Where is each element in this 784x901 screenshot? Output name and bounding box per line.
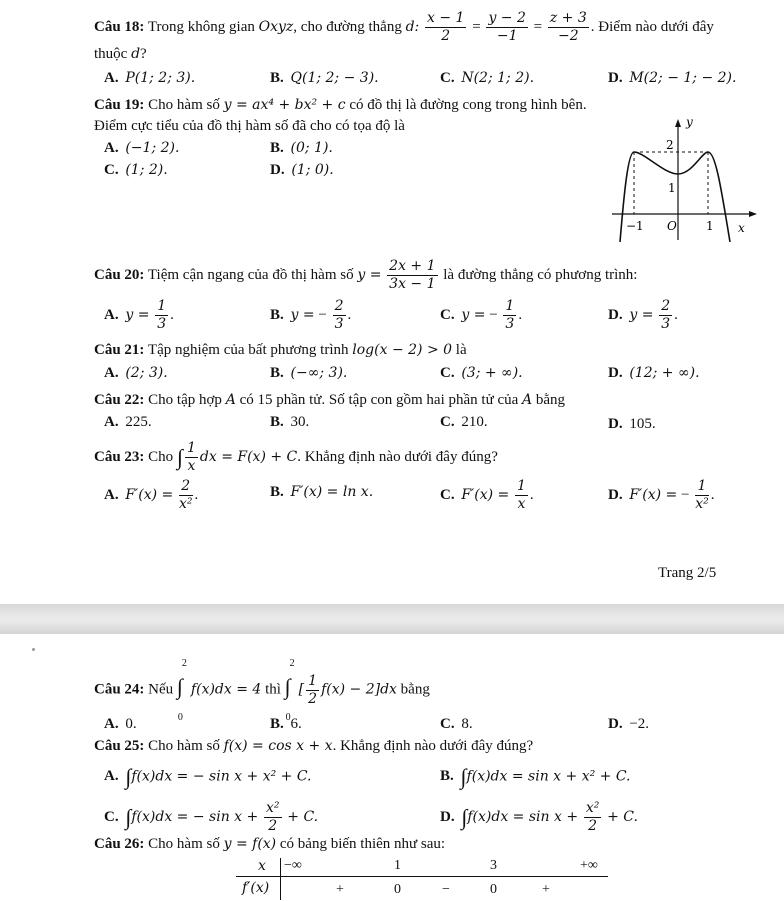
option-d[interactable]: D. y = $\frac{2}{3}$ .: [608, 298, 678, 332]
fraction: $\frac{z + 3}{-2}$: [549, 10, 587, 44]
option-c[interactable]: C. y = − $\frac{1}{3}$ .: [440, 298, 523, 332]
x-value: 1: [394, 858, 401, 873]
option-b[interactable]: B. y = − $\frac{2}{3}$ .: [270, 298, 352, 332]
y-axis-arrow: [675, 119, 681, 127]
tick-label-1: 1: [668, 181, 676, 195]
option-b[interactable]: B. ∫f(x)dx = sin x + x² + C.: [440, 764, 631, 789]
option-a[interactable]: A. 0.: [104, 716, 137, 732]
option-c[interactable]: C. 210.: [440, 414, 488, 430]
fraction: $\frac{y - 2}{-1}$: [488, 10, 526, 44]
option-d[interactable]: D. F′(x) = − $\frac{1}{\text{x²}}$ .: [608, 478, 715, 512]
option-a[interactable]: A. (2; 3).: [104, 365, 168, 381]
tick-label-2: 2: [666, 138, 674, 152]
option-a[interactable]: A. y = $\frac{1}{3}$ .: [104, 298, 174, 332]
origin-label: O: [667, 219, 677, 233]
option-c[interactable]: C. 8.: [440, 716, 473, 732]
x-value: +∞: [580, 858, 598, 873]
quartic-graph: [612, 114, 762, 242]
sign: +: [336, 882, 344, 897]
option-c[interactable]: C. ∫f(x)dx = − sin x + $\frac{\text{x²}}{2}$ + C.: [104, 800, 319, 834]
question-22: Câu 22: Cho tập hợp A có 15 phần tử. Số tập con gồm hai phần tử của A bằng: [94, 392, 566, 408]
y-axis-label: y: [686, 115, 693, 129]
question-23: Câu 23: Cho ∫ $\frac{1}{x}$ dx = F(x) + C. Khẳng định nào dưới đây đúng?: [94, 440, 498, 474]
question-18: Câu 18: Trong không gian Oxyz, cho đường thẳng d: $\frac{x - 1}{2}$ = $\frac{y - 2}{-1}$ = $\frac{z + 3}{-2}$ . Điểm nào dưới đây: [94, 10, 714, 44]
question-21: Câu 21: Tập nghiệm của bất phương trình log(x − 2) > 0 là: [94, 342, 467, 358]
option-d[interactable]: D. ∫f(x)dx = sin x + $\frac{\text{x²}}{2}$ + C.: [440, 800, 638, 834]
sign: 0: [490, 882, 497, 897]
option-d[interactable]: D. (1; 0).: [270, 162, 334, 178]
option-b[interactable]: B. 30.: [270, 414, 310, 430]
option-b[interactable]: B. 6.: [270, 716, 302, 732]
option-a[interactable]: A. P(1; 2; 3).: [104, 70, 196, 86]
option-d[interactable]: D. (12; + ∞).: [608, 365, 700, 381]
x-axis-arrow: [749, 211, 757, 217]
x-value: −∞: [284, 858, 302, 873]
question-19: Câu 19: Cho hàm số y = ax⁴ + bx² + c có đồ thị là đường cong trong hình bên.: [94, 97, 587, 113]
speck: [32, 648, 35, 651]
fprime-label: f′(x): [242, 880, 270, 896]
variation-table: [236, 858, 616, 900]
option-d[interactable]: D. 105.: [608, 416, 656, 432]
option-a[interactable]: A. (−1; 2).: [104, 140, 180, 156]
option-d[interactable]: D. −2.: [608, 716, 650, 732]
question-20: Câu 20: Tiệm cận ngang của đồ thị hàm số y = $\frac{2x + 1}{3x - 1}$ là đường thẳng có phương trình:: [94, 258, 638, 292]
option-c[interactable]: C. F′(x) = $\frac{1}{x}$ .: [440, 478, 534, 512]
option-b[interactable]: B. F′(x) = ln x.: [270, 484, 374, 500]
option-c[interactable]: C. N(2; 1; 2).: [440, 70, 535, 86]
option-a[interactable]: A. ∫f(x)dx = − sin x + x² + C.: [104, 764, 312, 789]
tick-label-pos1: 1: [706, 219, 714, 233]
x-axis-label: x: [738, 221, 745, 235]
page-3: [0, 634, 784, 901]
page-break: [0, 604, 784, 634]
question-label: Câu 18:: [94, 18, 145, 35]
option-b[interactable]: B. (0; 1).: [270, 140, 333, 156]
question-26: Câu 26: Cho hàm số y = f(x) có bảng biến thiên như sau:: [94, 836, 446, 852]
x-value: 3: [490, 858, 497, 873]
sign: −: [442, 882, 450, 897]
option-d[interactable]: D. M(2; − 1; − 2).: [608, 70, 737, 86]
option-b[interactable]: B. (−∞; 3).: [270, 365, 348, 381]
option-a[interactable]: A. 225.: [104, 414, 152, 430]
tick-label-neg1: −1: [626, 219, 644, 233]
sign: +: [542, 882, 550, 897]
option-c[interactable]: C. (3; + ∞).: [440, 365, 523, 381]
option-b[interactable]: B. Q(1; 2; − 3).: [270, 70, 379, 86]
question-25: Câu 25: Cho hàm số f(x) = cos x + x. Khẳng định nào dưới đây đúng?: [94, 738, 534, 754]
question-18-cont: thuộc d?: [94, 46, 147, 62]
sign: 0: [394, 882, 401, 897]
option-c[interactable]: C. (1; 2).: [104, 162, 168, 178]
x-label: x: [258, 858, 266, 874]
fraction: $\frac{x - 1}{2}$: [427, 10, 465, 44]
question-19-line2: Điểm cực tiểu của đồ thị hàm số đã cho có tọa độ là: [94, 118, 405, 134]
option-a[interactable]: A. F′(x) = $\frac{2}{\text{x²}}$ .: [104, 478, 199, 512]
page-number: Trang 2/5: [658, 565, 717, 581]
question-24: Câu 24: Nếu 2 ∫ 0 f(x)dx = 4 thì 2 ∫ 0 [ $\frac{1}{2}$ f(x) − 2]dx bằng: [94, 658, 430, 723]
